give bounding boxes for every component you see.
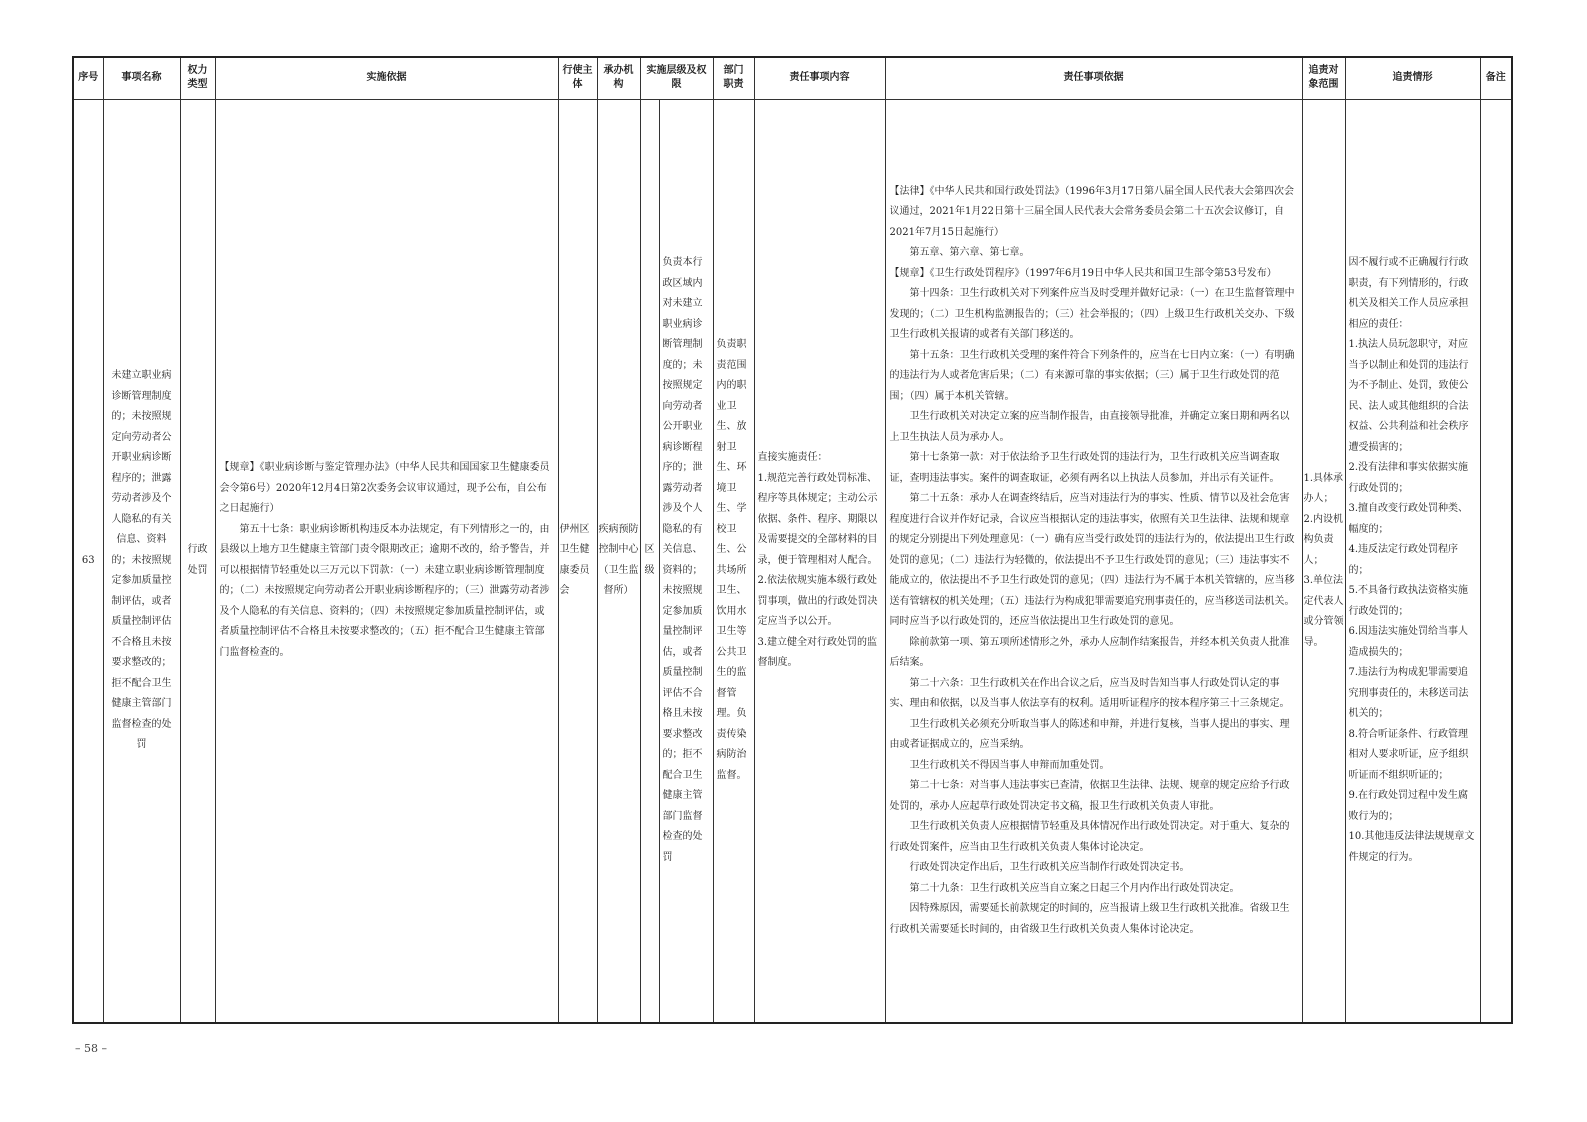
resp-basis-paragraph: 卫生行政机关对决定立案的应当制作报告，由直接领导批准，并确定立案日期和两名以上卫生执法人员为承办人。 xyxy=(889,411,1290,443)
header-level: 实施层级及权 限 xyxy=(640,57,713,99)
cell-accountability-scope: 1.具体承办人； 2.内设机构负责人； 3.单位法定代表人或分管领导。 xyxy=(1302,99,1345,1023)
resp-basis-paragraph: 第十四条：卫生行政机关对下列案件应当及时受理并做好记录：（一）在卫生监督管理中发现的；（二）卫生机构监测报告的；（三）社会举报的；（四）上级卫生行政机关交办、下级卫生行政机关报请的或者有关部门移送的。 xyxy=(889,288,1295,340)
page-number: – 58 – xyxy=(75,1042,107,1055)
resp-basis-paragraph: 卫生行政机关不得因当事人申辩而加重处罚。 xyxy=(909,759,1110,771)
resp-basis-paragraph: 行政处罚决定作出后，卫生行政机关应当制作行政处罚决定书。 xyxy=(909,862,1190,873)
header-accountability-cases: 追责情形 xyxy=(1345,57,1480,99)
header-seq: 序号 xyxy=(73,57,103,99)
resp-basis-paragraph: 因特殊原因，需要延长前款规定的时间的，应当报请上级卫生行政机关批准。省级卫生行政机关需要延长时间的，由省级卫生行政机关负责人集体讨论决定。 xyxy=(889,903,1290,935)
cell-basis xyxy=(215,99,558,1023)
cell-resp-basis xyxy=(885,99,1302,1023)
cell-power-type: 行政 处罚 xyxy=(180,99,215,1023)
cell-resp-content: 直接实施责任： 1.规范完善行政处罚标准、程序等具体规定；主动公示依据、条件、程序、期限以及需要提交的全部材料的目录，便于管理相对人配合。 2.依法依规实施本级行政处罚事项，做出的行政处罚决定应当予以公开。 3.建立健全对行政处罚的监督制度。 xyxy=(754,99,885,1023)
header-accountability-scope: 追责对 象范围 xyxy=(1302,57,1345,99)
resp-basis-paragraph: 第二十九条：卫生行政机关应当自立案之日起三个月内作出行政处罚决定。 xyxy=(909,882,1240,894)
cell-remarks xyxy=(1480,99,1512,1023)
header-power-type: 权力 类型 xyxy=(180,57,215,99)
resp-basis-paragraph: 第二十六条：卫生行政机关在作出合议之后，应当及时告知当事人行政处罚认定的事实、理由和依据，以及当事人依法享有的权利。适用听证程序的按本程序第三十三条规定。 xyxy=(889,677,1290,709)
cell-seq: 63 xyxy=(73,99,103,1023)
cell-undertaker: 疾病预防控制中心（卫生监督所） xyxy=(597,99,640,1023)
basis-paragraph-1: 【规章】《职业病诊断与鉴定管理办法》（中华人民共和国国家卫生健康委员会令第6号）2020年12月4日第2次委务会议审议通过，现予公布，自公布之日起施行） xyxy=(219,462,550,515)
resp-basis-paragraph: 第五章、第六章、第七章。 xyxy=(909,247,1030,258)
header-item-name: 事项名称 xyxy=(103,57,180,99)
basis-paragraph-2: 第五十七条：职业病诊断机构违反本办法规定，有下列情形之一的，由县级以上地方卫生健康主管部门责令限期改正；逾期不改的，给予警告，并可以根据情节轻重处以三万元以下罚款：（一）未建立职业病诊断管理制度的；（二）未按照规定向劳动者公开职业病诊断程序的；（三）泄露劳动者涉及个人隐私的有关信息、资料的；（四）未按照规定参加质量控制评估，或者质量控制评估不合格且未按要求整改的；（五）拒不配合卫生健康主管部门监督检查的。 xyxy=(219,523,550,658)
resp-basis-paragraphs xyxy=(890,182,1298,941)
header-resp-content: 责任事项内容 xyxy=(754,57,885,99)
table-row xyxy=(73,99,1512,1023)
resp-basis-paragraph: 第十七条第一款：对于依法给予卫生行政处罚的违法行为，卫生行政机关应当调查取证，查明违法事实。案件的调查取证，必须有两名以上执法人员参加，并出示有关证件。 xyxy=(889,452,1280,484)
cell-level: 区 级 xyxy=(640,99,659,1023)
header-basis: 实施依据 xyxy=(215,57,558,99)
header-resp-basis: 责任事项依据 xyxy=(885,57,1302,99)
resp-basis-paragraph: 卫生行政机关负责人应根据情节轻重及具体情况作出行政处罚决定。对于重大、复杂的行政处罚案件，应当由卫生行政机关负责人集体讨论决定。 xyxy=(889,821,1290,853)
header-dept-duty: 部门 职责 xyxy=(713,57,754,99)
responsibility-table xyxy=(72,56,1513,1024)
resp-basis-paragraph: 【规章】《卫生行政处罚程序》（1997年6月19日中华人民共和国卫生部令第53号发布） xyxy=(889,267,1277,279)
cell-level-detail: 负责本行政区域内对未建立职业病诊断管理制度的；未按照规定向劳动者公开职业病诊断程序的；泄露劳动者涉及个人隐私的有关信息、资料的；未按照规定参加质量控制评估，或者质量控制评估不合格且未按要求整改的；拒不配合卫生健康主管部门监督检查的处罚 xyxy=(659,99,713,1023)
header-row xyxy=(73,57,1512,99)
cell-item-name: 未建立职业病诊断管理制度的；未按照规定向劳动者公开职业病诊断程序的；泄露劳动者涉及个人隐私的有关信息、资料的；未按照规定参加质量控制评估，或者质量控制评估不合格且未按要求整改的；拒不配合卫生健康主管部门监督检查的处罚 xyxy=(103,99,180,1023)
cell-accountability-cases: 因不履行或不正确履行行政职责，有下列情形的，行政机关及相关工作人员应承担相应的责任： 1.执法人员玩忽职守，对应当予以制止和处罚的违法行为不予制止、处罚，致使公民、法人或其他组织的合法权益、公共利益和社会秩序遭受损害的； 2.没有法律和事实依据实施行政处罚的； 3.擅自改变行政处罚种类、幅度的； 4.违反法定行政处罚程序的； 5.不具备行政执法资格实施行政处罚的； 6.因违法实施处罚给当事人造成损失的； 7.违法行为构成犯罪需要追究刑事责任的，未移送司法机关的； 8.符合听证条件、行政管理相对人要求听证，应予组织听证而不组织听证的； 9.在行政处罚过程中发生腐败行为的； 10.其他违反法律法规规章文件规定的行为。 xyxy=(1345,99,1480,1023)
resp-basis-paragraph: 第二十五条：承办人在调查终结后，应当对违法行为的事实、性质、情节以及社会危害程度进行合议并作好记录，合议应当根据认定的违法事实，依照有关卫生法律、法规和规章的规定分别提出下列处理意见：（一）确有应当受行政处罚的违法行为的，依法提出卫生行政处罚的意见；（二）违法行为轻微的，依法提出不予卫生行政处罚的意见；（三）违法事实不能成立的，依法提出不予卫生行政处罚的意见；（四）违法行为不属于本机关管辖的，应当移送有管辖权的机关处理；（五）违法行为构成犯罪需要追究刑事责任的，应当移送司法机关。同时应当予以行政处罚的，还应当依法提出卫生行政处罚的意见。 xyxy=(889,493,1295,627)
resp-basis-paragraph: 【法律】《中华人民共和国行政处罚法》（1996年3月17日第八届全国人民代表大会第四次会议通过，2021年1月22日第十三届全国人民代表大会常务委员会第二十五次会议修订，自2021年7月15日起施行） xyxy=(889,185,1295,238)
header-remarks: 备注 xyxy=(1480,57,1512,99)
cell-dept-duty: 负责职责范围内的职业卫生、放射卫生、环境卫生、学校卫生、公共场所卫生、饮用水卫生等公共卫生的监督管理。负责传染病防治监督。 xyxy=(713,99,754,1023)
resp-basis-paragraph: 第二十七条：对当事人违法事实已查清，依据卫生法律、法规、规章的规定应给予行政处罚的，承办人应起草行政处罚决定书文稿，报卫生行政机关负责人审批。 xyxy=(889,780,1290,812)
header-undertaker: 承办机 构 xyxy=(597,57,640,99)
resp-basis-paragraph: 第十五条：卫生行政机关受理的案件符合下列条件的，应当在七日内立案：（一）有明确的违法行为人或者危害后果；（二）有来源可靠的事实依据；（三）属于卫生行政处罚的范围；（四）属于本机关管辖。 xyxy=(889,349,1295,402)
resp-basis-paragraph: 除前款第一项、第五项所述情形之外，承办人应制作结案报告，并经本机关负责人批准后结案。 xyxy=(889,636,1290,668)
header-subject: 行使主 体 xyxy=(558,57,597,99)
cell-subject: 伊州区卫生健康委员会 xyxy=(558,99,597,1023)
resp-basis-paragraph: 卫生行政机关必须充分听取当事人的陈述和申辩，并进行复核，当事人提出的事实、理由或者证据成立的，应当采纳。 xyxy=(889,718,1290,750)
